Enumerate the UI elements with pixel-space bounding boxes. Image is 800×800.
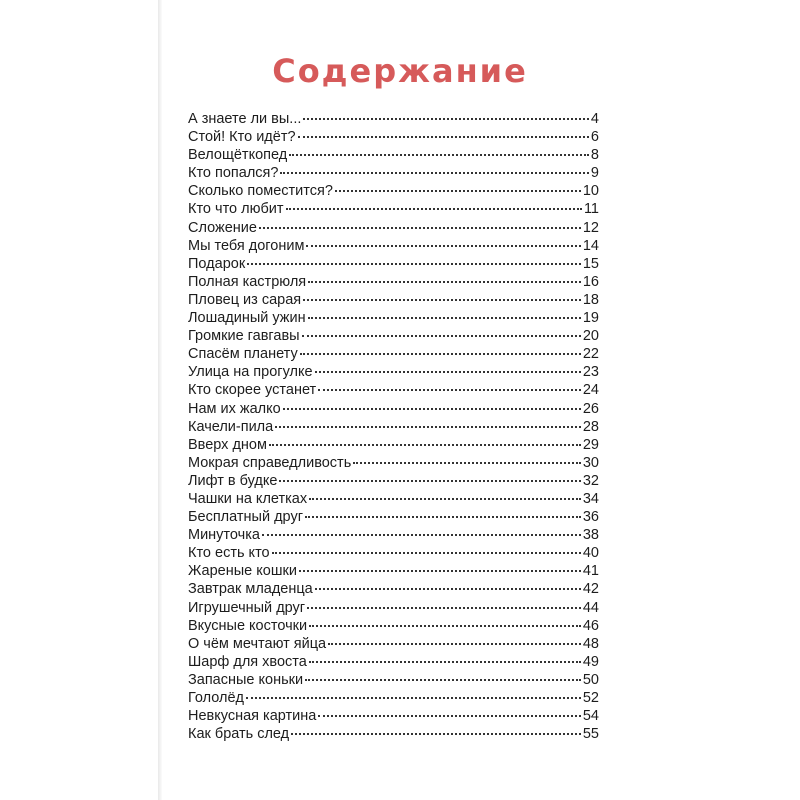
dot-leader: [315, 371, 581, 373]
dot-leader: [328, 643, 581, 645]
toc-entry-title: Вкусные косточки: [188, 617, 308, 634]
toc-entry-title: Минуточка: [188, 527, 260, 544]
toc-entry-title: Сколько поместится?: [188, 183, 333, 200]
toc-entry-title: Кто есть кто: [188, 545, 270, 562]
toc-entry-page-number: 42: [582, 581, 599, 598]
toc-entry-page-number: 40: [582, 545, 599, 562]
toc-entry: [188, 455, 599, 473]
toc-entry: [188, 708, 599, 726]
toc-entry-page-number: 19: [582, 310, 599, 327]
toc-entry-title: Запасные коньки: [188, 671, 304, 688]
toc-entry-page-number: 36: [582, 509, 599, 526]
toc-entry-title: Шарф для хвоста: [188, 653, 307, 670]
toc-entry-page-number: 41: [582, 563, 599, 580]
dot-leader: [269, 444, 581, 446]
toc-entry: [188, 690, 599, 708]
toc-entry-title: Кто попался?: [188, 165, 279, 182]
toc-entry: [188, 473, 599, 491]
table-of-contents: [188, 111, 599, 744]
toc-entry: [188, 165, 599, 183]
dot-leader: [309, 498, 581, 500]
dot-leader: [262, 534, 581, 536]
toc-entry-page-number: 50: [582, 671, 599, 688]
dot-leader: [318, 389, 581, 391]
toc-entry: [188, 310, 599, 328]
toc-entry: [188, 509, 599, 527]
dot-leader: [289, 154, 589, 156]
toc-entry-title: Нам их жалко: [188, 400, 281, 417]
toc-entry-page-number: 20: [582, 328, 599, 345]
toc-entry: [188, 292, 599, 310]
toc-entry: [188, 364, 599, 382]
dot-leader: [306, 245, 580, 247]
toc-entry-page-number: 26: [582, 400, 599, 417]
toc-entry: [188, 274, 599, 292]
toc-entry-title: Кто скорее устанет: [188, 382, 317, 399]
toc-entry: [188, 726, 599, 744]
toc-entry: [188, 256, 599, 274]
toc-entry-page-number: 48: [582, 635, 599, 652]
dot-leader: [308, 317, 581, 319]
toc-entry-title: Спасём планету: [188, 346, 298, 363]
toc-entry: [188, 328, 599, 346]
dot-leader: [303, 118, 589, 120]
toc-entry-page-number: 46: [582, 617, 599, 634]
toc-entry-title: Улица на прогулке: [188, 364, 313, 381]
toc-entry-page-number: 8: [590, 147, 599, 164]
dot-leader: [247, 263, 581, 265]
dot-leader: [305, 516, 581, 518]
toc-entry-page-number: 55: [582, 726, 599, 743]
toc-entry: [188, 201, 599, 219]
toc-entry-title: Невкусная картина: [188, 708, 317, 725]
dot-leader: [307, 607, 581, 609]
toc-entry-page-number: 38: [582, 527, 599, 544]
dot-leader: [308, 281, 581, 283]
toc-entry-title: Качели-пила: [188, 418, 274, 435]
toc-entry: [188, 672, 599, 690]
toc-entry: [188, 346, 599, 364]
dot-leader: [300, 353, 581, 355]
toc-entry-title: Велощёткопед: [188, 147, 288, 164]
toc-entry: [188, 238, 599, 256]
toc-entry-title: Лошадиный ужин: [188, 310, 306, 327]
toc-entry-page-number: 30: [582, 454, 599, 471]
toc-entry-page-number: 16: [582, 273, 599, 290]
toc-entry-title: Мокрая справедливость: [188, 454, 352, 471]
page-title: Содержание: [272, 52, 528, 90]
toc-entry-title: Лифт в будке: [188, 472, 278, 489]
dot-leader: [302, 335, 581, 337]
toc-entry: [188, 491, 599, 509]
toc-entry-title: Подарок: [188, 255, 246, 272]
toc-entry-title: Чашки на клетках: [188, 490, 308, 507]
dot-leader: [291, 733, 581, 735]
toc-entry-page-number: 15: [582, 255, 599, 272]
toc-entry-page-number: 34: [582, 490, 599, 507]
page-fold-edge: [158, 0, 162, 800]
toc-entry-page-number: 32: [582, 472, 599, 489]
toc-entry-title: Завтрак младенца: [188, 581, 313, 598]
toc-entry-page-number: 18: [582, 291, 599, 308]
toc-entry: [188, 437, 599, 455]
dot-leader: [299, 570, 581, 572]
toc-entry-page-number: 29: [582, 436, 599, 453]
toc-entry-page-number: 49: [582, 653, 599, 670]
toc-entry-title: Бесплатный друг: [188, 509, 303, 526]
dot-leader: [280, 172, 588, 174]
toc-entry-title: О чём мечтают яйца: [188, 635, 327, 652]
toc-entry-title: Жареные кошки: [188, 563, 297, 580]
dot-leader: [335, 190, 581, 192]
toc-entry: [188, 618, 599, 636]
toc-entry-page-number: 14: [582, 237, 599, 254]
dot-leader: [298, 136, 589, 138]
toc-entry-title: Гололёд: [188, 690, 244, 706]
dot-leader: [318, 715, 581, 717]
toc-entry: [188, 419, 599, 437]
dot-leader: [283, 408, 581, 410]
toc-entry-title: Громкие гавгавы: [188, 328, 300, 345]
toc-entry: [188, 636, 599, 654]
dot-leader: [309, 661, 581, 663]
toc-entry: [188, 147, 599, 165]
toc-entry-title: Сложение: [188, 219, 257, 236]
toc-entry: [188, 129, 599, 147]
toc-entry: [188, 382, 599, 400]
toc-entry: [188, 654, 599, 672]
toc-entry-page-number: 22: [582, 346, 599, 363]
toc-entry: [188, 527, 599, 545]
toc-entry: [188, 600, 599, 618]
dot-leader: [272, 552, 581, 554]
toc-entry: [188, 563, 599, 581]
toc-entry-title: Игрушечный друг: [188, 599, 306, 616]
toc-entry-page-number: 10: [582, 183, 599, 200]
toc-entry-page-number: 4: [590, 111, 599, 127]
dot-leader: [303, 299, 581, 301]
toc-entry-page-number: 11: [583, 201, 599, 218]
dot-leader: [305, 679, 581, 681]
toc-entry-title: Пловец из сарая: [188, 291, 302, 308]
toc-entry-page-number: 23: [582, 364, 599, 381]
toc-entry: [188, 183, 599, 201]
toc-entry: [188, 401, 599, 419]
toc-entry-title: Как брать след: [188, 726, 290, 743]
toc-entry-page-number: 12: [582, 219, 599, 236]
toc-entry: [188, 545, 599, 563]
toc-entry-title: Стой! Кто идёт?: [188, 129, 296, 146]
toc-entry-title: Вверх дном: [188, 436, 267, 453]
dot-leader: [246, 697, 581, 699]
toc-entry-title: А знаете ли вы...: [188, 111, 302, 127]
toc-entry-page-number: 24: [582, 382, 599, 399]
toc-entry-title: Полная кастрюля: [188, 273, 307, 290]
dot-leader: [309, 625, 581, 627]
toc-entry-page-number: 6: [590, 129, 599, 146]
dot-leader: [286, 208, 582, 210]
toc-entry-page-number: 54: [582, 708, 599, 725]
dot-leader: [353, 462, 581, 464]
dot-leader: [279, 480, 580, 482]
dot-leader: [315, 588, 581, 590]
toc-entry-title: Мы тебя догоним: [188, 237, 305, 254]
toc-entry: [188, 581, 599, 599]
toc-entry-title: Кто что любит: [188, 201, 284, 218]
dot-leader: [259, 227, 581, 229]
toc-entry: [188, 220, 599, 238]
toc-entry-page-number: 28: [582, 418, 599, 435]
dot-leader: [275, 426, 581, 428]
toc-entry-page-number: 52: [582, 690, 599, 706]
toc-entry: [188, 111, 599, 129]
toc-entry-page-number: 9: [590, 165, 599, 182]
toc-entry-page-number: 44: [582, 599, 599, 616]
